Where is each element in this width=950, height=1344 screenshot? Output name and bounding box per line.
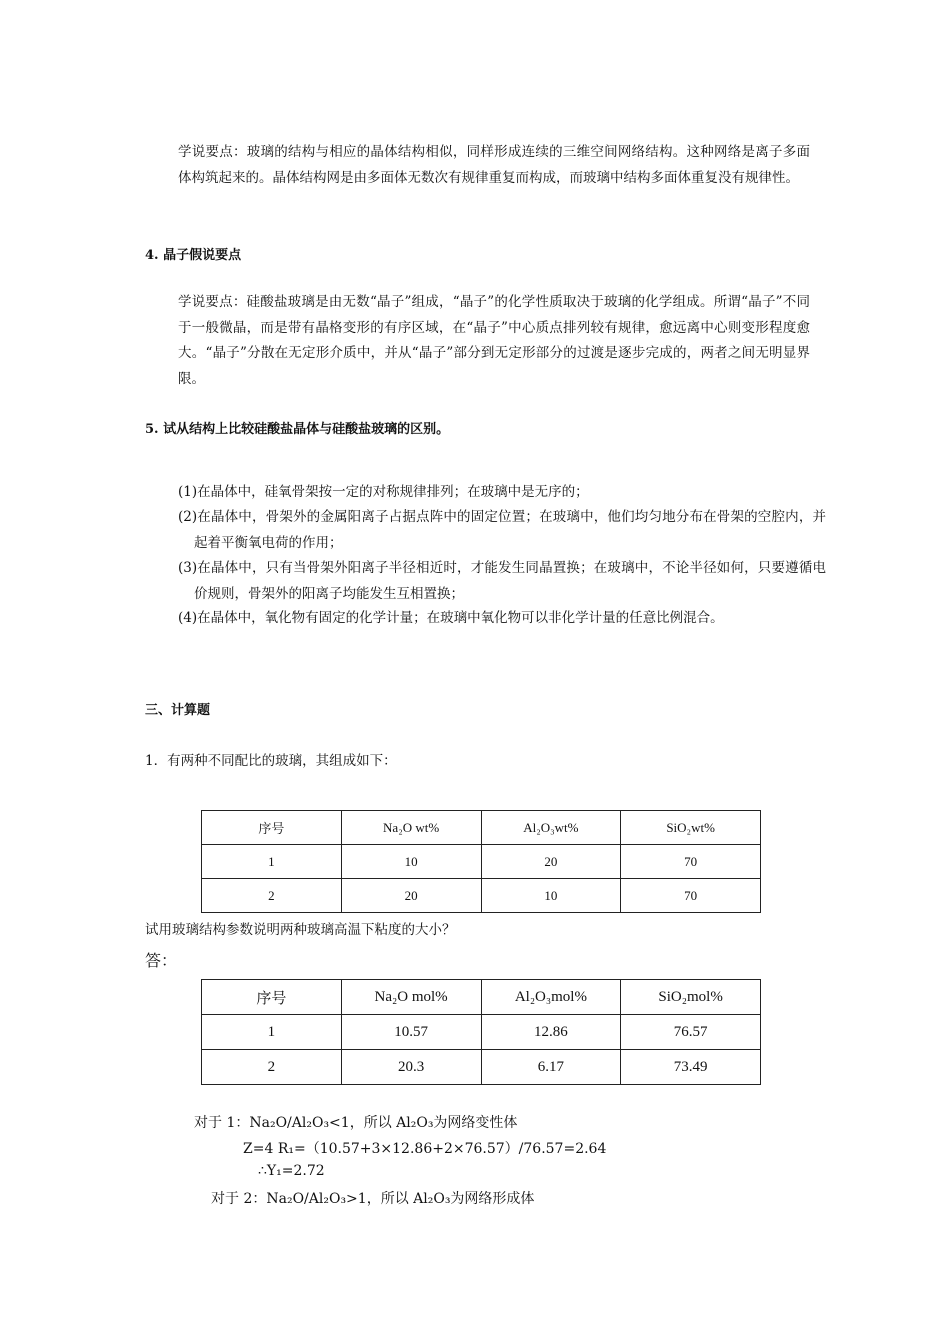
table-cell: 10.57 [341,1015,481,1050]
header-cell: SiO₂mol% [621,980,761,1015]
table-cell: 20.3 [341,1050,481,1085]
glass-1-y-result: ∴Y₁=2.72 [258,1163,325,1179]
comparison-item-1: (1)在晶体中，硅氧骨架按一定的对称规律排列；在玻璃中是无序的； [178,484,589,500]
table-cell: 10 [341,845,481,879]
header-cell: 序号 [202,980,342,1015]
table-cell: 73.49 [621,1050,761,1085]
table-row [202,845,761,879]
crystallite-hypothesis-heading: 4. 晶子假说要点 [145,248,242,263]
table-cell: 20 [341,879,481,913]
table-row [202,1015,761,1050]
table-cell: 2 [202,1050,342,1085]
mole-composition-table [201,979,761,1085]
table-cell: 12.86 [481,1015,621,1050]
glass-2-analysis-line: 对于 2：Na₂O/Al₂O₃>1，所以 Al₂O₃为网络形成体 [211,1191,535,1207]
structure-theory-paragraph: 学说要点：玻璃的结构与相应的晶体结构相似，同样形成连续的三维空间网络结构。这种网络是离子多面体构筑起来的。晶体结构网是由多面体无数次有规律重复而构成，而玻璃中结构多面体重复没有规律性。 [178,144,810,186]
table-cell: 70 [621,879,761,913]
comparison-item-2: (2)在晶体中，骨架外的金属阳离子占据点阵中的固定位置；在玻璃中，他们均匀地分布在骨架的空腔内，并起着平衡氧电荷的作用； [178,509,826,551]
table-cell: 76.57 [621,1015,761,1050]
viscosity-question: 试用玻璃结构参数说明两种玻璃高温下粘度的大小？ [145,922,456,938]
answer-label: 答： [145,951,178,970]
comparison-item-3: (3)在晶体中，只有当骨架外阳离子半径相近时，才能发生同晶置换；在玻璃中，不论半径如何，只要遵循电价规则，骨架外的阳离子均能发生互相置换； [178,560,826,602]
table-cell: 1 [202,845,342,879]
table-header-row [202,980,761,1015]
header-cell: Al₂O₃mol% [481,980,621,1015]
comparison-question-heading: 5. 试从结构上比较硅酸盐晶体与硅酸盐玻璃的区别。 [145,422,450,437]
table-cell: 1 [202,1015,342,1050]
table-row [202,1050,761,1085]
glass-1-analysis-line: 对于 1：Na₂O/Al₂O₃<1，所以 Al₂O₃为网络变性体 [194,1115,518,1131]
table-header-row [202,811,761,845]
table-cell: 2 [202,879,342,913]
header-cell: Na₂O wt% [341,811,481,845]
table-cell: 70 [621,845,761,879]
weight-composition-table [201,810,761,913]
comparison-item-4: (4)在晶体中，氧化物有固定的化学计量；在玻璃中氧化物可以非化学计量的任意比例混合。 [178,610,724,626]
header-cell: Na₂O mol% [341,980,481,1015]
glass-1-r-calculation: Z=4 R₁=（10.57+3×12.86+2×76.57）/76.57=2.64 [243,1141,607,1157]
question-1-text: 1．有两种不同配比的玻璃，其组成如下： [145,753,397,769]
header-cell: 序号 [202,811,342,845]
calculation-section-heading: 三、计算题 [145,703,211,718]
crystallite-hypothesis-paragraph: 学说要点：硅酸盐玻璃是由无数“晶子”组成，“晶子”的化学性质取决于玻璃的化学组成。所谓“晶子”不同于一般微晶，而是带有晶格变形的有序区域，在“晶子”中心质点排列较有规律，愈远离中心则变形程度愈大。“晶子”分散在无定形介质中，并从“晶子”部分到无定形部分的过渡是逐步完成的，两者之间无明显界限。 [178,294,810,387]
table-cell: 6.17 [481,1050,621,1085]
header-cell: Al₂O₃wt% [481,811,621,845]
header-cell: SiO₂wt% [621,811,761,845]
table-row [202,879,761,913]
table-cell: 20 [481,845,621,879]
table-cell: 10 [481,879,621,913]
